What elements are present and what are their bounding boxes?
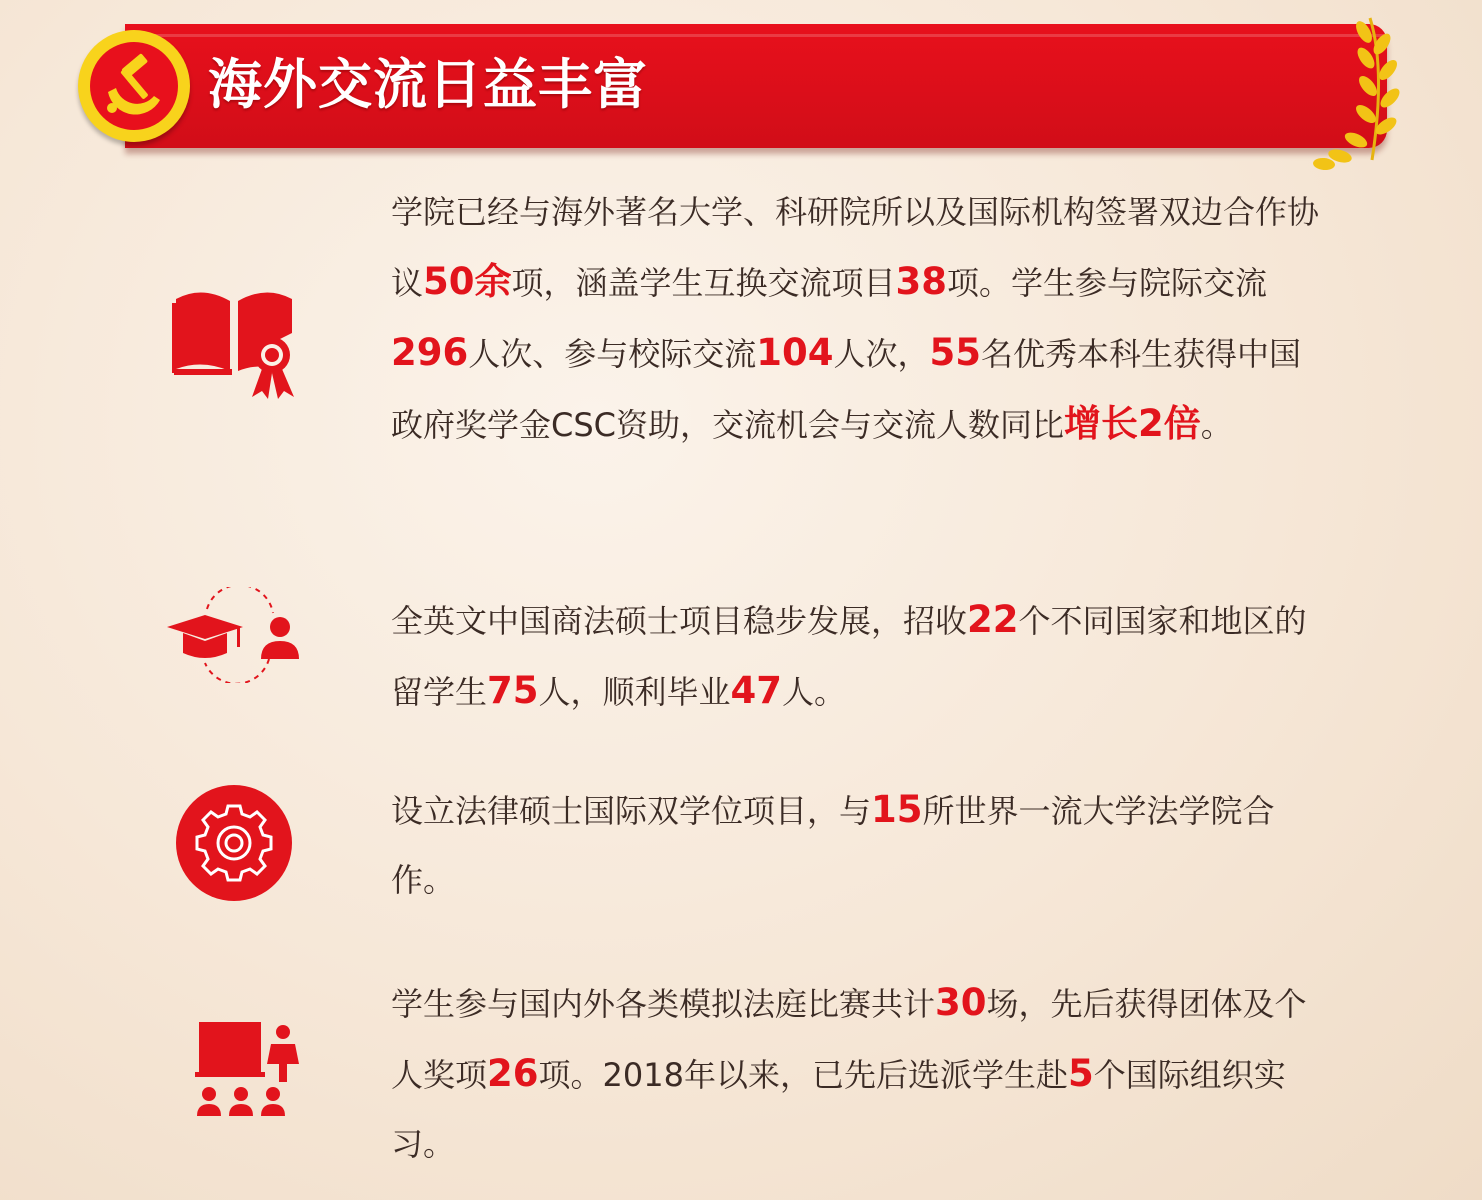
body-text: 人次， <box>833 335 930 373</box>
highlight-number: 75 <box>487 669 539 712</box>
highlight-number: 47 <box>730 669 783 712</box>
highlight-number: 15 <box>871 788 923 831</box>
presentation-audience-icon <box>195 1020 305 1120</box>
section-dual-degree <box>391 775 1331 915</box>
body-text: 名优秀本科生获得中国政府奖学金CSC资助，交流机会与交流人数同比 <box>391 335 1302 444</box>
page-title: 海外交流日益丰富 <box>208 53 648 116</box>
body-text: 全英文中国商法硕士项目稳步发展，招收 <box>391 602 968 640</box>
highlight-number: 26 <box>487 1052 539 1095</box>
body-text: 项，涵盖学生互换交流项目 <box>511 264 896 302</box>
body-text: 。 <box>1200 406 1233 444</box>
laurel-icon <box>1300 10 1410 180</box>
body-text: 个国际组织实习。 <box>391 1056 1286 1163</box>
body-text: 人，顺利毕业 <box>538 673 731 711</box>
highlight-number: 22 <box>967 598 1019 641</box>
body-text: 个不同国家和地区的留学生 <box>391 602 1307 711</box>
body-text: 学生参与国内外各类模拟法庭比赛共计 <box>391 985 936 1023</box>
section-commercial-law-program <box>391 585 1331 727</box>
body-text: 项。2018年以来，已先后选派学生赴 <box>538 1056 1068 1094</box>
body-text: 设立法律硕士国际双学位项目，与 <box>391 792 872 830</box>
gear-icon <box>174 783 294 903</box>
book-award-icon <box>172 285 304 401</box>
body-text: 场，先后获得团体及个人奖项 <box>391 985 1307 1094</box>
body-text: 项。学生参与院际交流 <box>947 264 1268 302</box>
graduation-exchange-icon <box>165 587 305 683</box>
highlight-number: 296 <box>391 331 469 374</box>
body-text: 学院已经与海外著名大学、科研院所以及国际机构签署双边合作协议 <box>391 193 1320 302</box>
highlight-number: 30 <box>935 981 987 1024</box>
highlight-number: 5 <box>1067 1052 1094 1095</box>
highlight-number: 增长2倍 <box>1064 402 1201 445</box>
body-text: 人次、参与校际交流 <box>468 335 757 373</box>
highlight-number: 38 <box>895 260 948 303</box>
party-emblem-icon <box>78 30 190 142</box>
highlight-number: 50余 <box>423 260 512 303</box>
body-text: 所世界一流大学法学院合作。 <box>391 792 1275 899</box>
section-moot-court <box>391 968 1331 1179</box>
body-text: 人。 <box>782 673 847 711</box>
highlight-number: 104 <box>756 331 834 374</box>
section-exchange-agreements <box>391 178 1331 460</box>
highlight-number: 55 <box>929 331 981 374</box>
